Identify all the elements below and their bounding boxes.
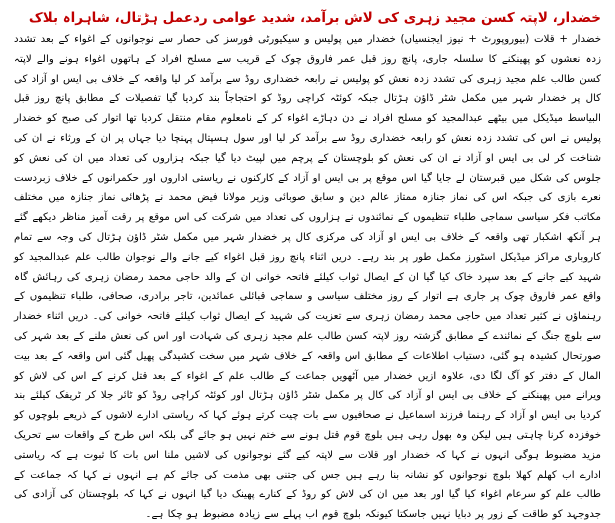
article-body: خضدار + قلات (بیوروپورٹ + نیوز ایجنسیاں) خضدار میں پولیس و سیکیورٹی فورسز کی حصار سے نوجوانوں کے اغواء کے بعد تشدد زدہ نعشوں کو پھینکنے کا سلسلہ جاری، پانچ روز قبل عمر فاروق چوک کے قریب سے مسلح افراد کے ہاتھوں اغواء ہونے والے لاپتہ کسن طالب علم مجید زہری کی تشدد زدہ نعش کو پولیس نے رابعہ خضداری روڈ سے برآمد کر لیا واقعہ کے خلاف بی ایس او آزاد کی کال پر خضدار شہر میں مکمل شٹر ڈاؤن ہڑتال جبکہ کوئٹہ کراچی روڈ کو احتجاجاً بند کردیا گیا تفصیلات کے مطابق پانچ روز قبل البیاسط میڈیکل میں بیٹھے عبدالمجید کو مسلح افراد نے دن دہاڑے اغواء کر کے نامعلوم مقام منتقل کردیا تھا اتوار کی صبح کو خضدار پولیس نے اس کی تشدد زدہ نعش کو رابعہ خضداری روڈ سے برآمد کر لیا اور سول ہسپتال پہنچا دیا جہاں پر ان کے ورثاء نے ان کی شناخت کر لی بی ایس او آزاد نے ان کی نعش کو بلوچستان کے پرچم میں لپیٹ دیا گیا جبکہ ہزاروں کی تعداد میں ان کی نعش کو جلوس کی شکل میں قبرستان لے جایا گیا اس موقع پر بی ایس او آزاد کے کارکنوں نے ریاستی اداروں اور حکمرانوں کے خلاف زبردست نعرے بازی کی جبکہ اس کی نماز جنازہ ممتاز عالم دین و سابق صوبائی وزیر مولانا فیض محمد نے پڑھائی نماز جنازہ میں مختلف مکاتب فکر سیاسی سماجی طلباء تنظیموں کے نمائندوں نے ہزاروں کی تعداد میں شرکت کی اس موقع پر رقت آمیز مناظر دیکھے گئے ہر آنکھ اشکبار تھی واقعہ کے خلاف بی ایس او آزاد کی مرکزی کال پر خضدار شہر میں مکمل شٹر ڈاؤن ہڑتال کی وجہ سے تمام کاروباری مراکز میڈیکل اسٹورز مکمل طور پر بند رہے۔ دریں اثناء پانچ روز قبل اغواء کیے جانے والے نوجوان طالب علم عبدالمجید کو شہید کیے جانے کے بعد سپرد خاک کیا گیا ان کے ایصال ثواب کیلئے فاتحہ خوانی ان کے والد حاجی محمد رمضان زہری کی رہائش گاہ واقع عمر فاروق چوک پر جاری ہے اتوار کے روز مختلف سیاسی و سماجی قبائلی عمائدین، تاجر برادری، صحافی، طلباء تنظیموں کے رہنماؤں نے کثیر تعداد میں حاجی محمد رمضان زہری سے تعزیت کی شہید کے ایصال ثواب کیلئے فاتحہ خوانی کی۔ دریں اثناء خضدار سے بلوچ جنگ کے نمائندے کے مطابق گزشتہ روز لاپتہ کسن طالب علم مجید زہری کی شہادت اور اس کی نعش ملنے کے بعد شہر کی صورتحال کشیدہ ہو گئی، دستیاب اطلاعات کے مطابق اس واقعہ کے خلاف شہر میں سخت کشیدگی پھیل گئی اس واقعہ کے بعد بیت المال کے دفتر کو آگ لگا دی، علاوہ ازیں خضدار میں آٹھویں جماعت کے طالب علم کے اغواء کے بعد قتل کرنے کے اس کی لاش کو ویرانے میں پھینکنے کے خلاف بی ایس او آزاد کی کال پر مکمل شٹر ڈاؤن ہڑتال اور کوئٹہ کراچی روڈ کو ٹائر جلا کر ٹریفک کیلئے بند کردیا بی ایس او آزاد کے رہنما فرزند اسماعیل نے صحافیوں سے بات چیت کرتے ہوئے کہا کہ ریاستی ادارے لاشوں کے ذریعے بلوچوں کو خوفزدہ کرنا چاہتی ہیں لیکن وہ بھول رہی ہیں بلوچ قوم قتل ہونے سے ختم نہیں ہو جائے گی بلکہ اس طرح کے واقعات سے تحریک مزید مضبوط ہوگی انہوں نے کہا کہ خضدار اور قلات سے لاپتہ کیے گئے نوجوانوں کی لاشیں ملنا اس بات کا ثبوت ہے کہ ریاستی ادارے اب کھلم کھلا بلوچ نوجوانوں کو نشانہ بنا رہے ہیں جس کی جتنی بھی مذمت کی جائے کم ہے انہوں نے کہا کہ جماعت کے طالب علم کو سرعام اغواء کیا گیا اور بعد میں ان کی لاش کو روڈ کے کنارے پھینک دیا گیا انہوں نے کہا کہ بلوچستان کی آزادی کی جدوجہد کو طاقت کے زور پر دبایا نہیں جاسکتا کیونکہ بلوچ قوم اب پہلے سے زیادہ مضبوط ہو چکا ہے۔	[14, 34, 601, 521]
article-headline: خضدار، لاپتہ کسن مجید زہری کی لاش برآمد، شدید عوامی ردعمل ہڑتال، شاہراہ بلاک	[28, 10, 601, 26]
